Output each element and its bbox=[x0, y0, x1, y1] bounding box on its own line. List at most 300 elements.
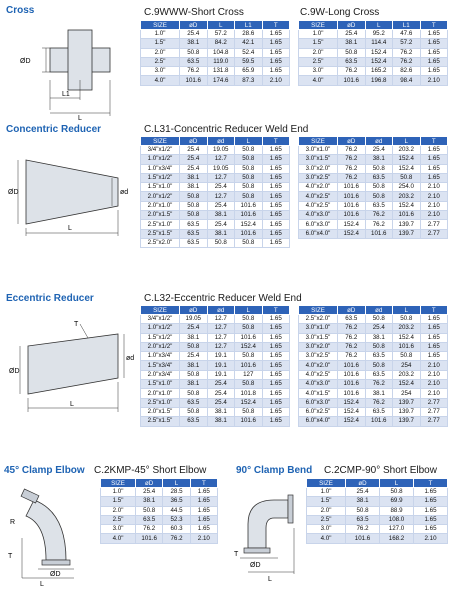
table-cell: 76.2 bbox=[338, 67, 366, 76]
table-cell: 36.5 bbox=[163, 497, 190, 506]
table-cell: 139.7 bbox=[393, 398, 421, 407]
table-cell: 2.0"x1/2" bbox=[141, 192, 180, 201]
table-cell: 76.2 bbox=[338, 164, 366, 173]
table-cell: 19.1 bbox=[207, 352, 235, 361]
table-row bbox=[299, 324, 448, 333]
table-cell: 152.4 bbox=[338, 398, 366, 407]
table-cell: 152.4 bbox=[393, 155, 421, 164]
table-row bbox=[141, 315, 290, 324]
table-cell: 101.8 bbox=[235, 389, 263, 398]
col-l: L bbox=[235, 306, 263, 315]
table-row bbox=[141, 389, 290, 398]
table-cell: 25.4 bbox=[180, 30, 208, 39]
table-cell: 127.0 bbox=[380, 525, 414, 534]
table-cell: 101.6 bbox=[393, 211, 421, 220]
table-cell: 1.65 bbox=[262, 211, 290, 220]
table-cell: 50.8 bbox=[235, 183, 263, 192]
table-cell: 76.2 bbox=[365, 380, 393, 389]
table-cell: 1.65 bbox=[262, 201, 290, 210]
table-cell: 19.1 bbox=[207, 370, 235, 379]
table-header-row bbox=[141, 21, 290, 30]
table-cell: 1.65 bbox=[190, 497, 217, 506]
table-row bbox=[141, 352, 290, 361]
table-cell: 1.0" bbox=[101, 488, 136, 497]
col-small-od: ød bbox=[365, 137, 393, 146]
table-cell: 19.05 bbox=[180, 315, 208, 324]
table-cell: 101.6 bbox=[338, 183, 366, 192]
table-cell: 1.65 bbox=[262, 352, 290, 361]
elbow90-table bbox=[306, 478, 448, 544]
table-row bbox=[141, 183, 290, 192]
col-l: L bbox=[393, 137, 421, 146]
table-row bbox=[307, 534, 448, 543]
table-cell: 2.0"x3/4" bbox=[141, 370, 180, 379]
table-cell: 139.7 bbox=[393, 407, 421, 416]
concentric-right-table bbox=[298, 136, 448, 239]
table-cell: 12.7 bbox=[207, 333, 235, 342]
table-row bbox=[141, 39, 290, 48]
table-cell: 50.8 bbox=[235, 146, 263, 155]
table-cell: 63.5 bbox=[338, 315, 366, 324]
long-cross-table bbox=[298, 20, 448, 86]
table-cell: 1.65 bbox=[420, 164, 448, 173]
table-row bbox=[299, 76, 448, 85]
table-cell: 50.8 bbox=[180, 192, 208, 201]
table-cell: 50.8 bbox=[365, 164, 393, 173]
table-cell: 38.1 bbox=[207, 211, 235, 220]
table-cell: 1.65 bbox=[420, 155, 448, 164]
table-row bbox=[299, 67, 448, 76]
cross-od-label: ØD bbox=[20, 58, 31, 65]
table-cell: 82.6 bbox=[393, 67, 421, 76]
short-cross-title: C.9WWW-Short Cross bbox=[144, 7, 244, 18]
table-cell: 1.65 bbox=[420, 39, 448, 48]
col-l1: L1 bbox=[235, 21, 263, 30]
col-od: øD bbox=[346, 479, 380, 488]
table-cell: 38.1 bbox=[207, 229, 235, 238]
table-cell: 152.4 bbox=[365, 57, 393, 66]
concentric-section-title: Concentric Reducer bbox=[6, 124, 102, 135]
table-cell: 59.5 bbox=[235, 57, 263, 66]
table-cell: 1.5"x1.0" bbox=[141, 380, 180, 389]
table-cell: 38.1 bbox=[365, 155, 393, 164]
table-cell: 69.9 bbox=[380, 497, 414, 506]
table-row bbox=[141, 370, 290, 379]
col-t: T bbox=[420, 21, 448, 30]
table-cell: 76.2 bbox=[338, 342, 366, 351]
table-cell: 76.2 bbox=[365, 220, 393, 229]
eccentric-section-title: Eccentric Reducer bbox=[6, 293, 94, 304]
table-row bbox=[101, 506, 218, 515]
table-cell: 1.65 bbox=[414, 488, 448, 497]
col-t: T bbox=[420, 306, 448, 315]
col-t: T bbox=[262, 306, 290, 315]
col-l: L bbox=[207, 21, 235, 30]
table-cell: 2.0"x1/2" bbox=[141, 342, 180, 351]
table-header-row bbox=[101, 479, 218, 488]
table-row bbox=[141, 192, 290, 201]
table-cell: 1.65 bbox=[414, 497, 448, 506]
table-row bbox=[307, 488, 448, 497]
table-cell: 1.65 bbox=[262, 398, 290, 407]
table-row bbox=[141, 407, 290, 416]
table-cell: 1.65 bbox=[262, 324, 290, 333]
table-cell: 1.0" bbox=[141, 30, 180, 39]
table-row bbox=[141, 324, 290, 333]
table-cell: 38.1 bbox=[180, 361, 208, 370]
table-cell: 60.3 bbox=[163, 525, 190, 534]
table-cell: 1.65 bbox=[262, 67, 290, 76]
table-row bbox=[141, 201, 290, 210]
table-cell: 1.65 bbox=[262, 361, 290, 370]
table-cell: 38.1 bbox=[365, 333, 393, 342]
elbow45-diagram bbox=[4, 478, 94, 588]
table-cell: 25.4 bbox=[180, 352, 208, 361]
table-cell: 1.0"x1/2" bbox=[141, 155, 180, 164]
table-cell: 63.5 bbox=[365, 201, 393, 210]
elbow90-t-label: T bbox=[234, 551, 239, 558]
concentric-small-od-label: ød bbox=[120, 189, 129, 196]
table-cell: 38.1 bbox=[180, 380, 208, 389]
table-cell: 174.6 bbox=[207, 76, 235, 85]
table-cell: 25.4 bbox=[207, 389, 235, 398]
table-cell: 152.4 bbox=[393, 164, 421, 173]
table-cell: 4.0"x1.5" bbox=[299, 389, 338, 398]
col-size: SIZE bbox=[141, 306, 180, 315]
table-cell: 25.4 bbox=[207, 183, 235, 192]
table-cell: 25.4 bbox=[338, 30, 366, 39]
table-cell: 101.6 bbox=[338, 211, 366, 220]
table-cell: 2.77 bbox=[420, 398, 448, 407]
table-cell: 101.6 bbox=[365, 229, 393, 238]
table-row bbox=[299, 417, 448, 426]
table-cell: 76.2 bbox=[346, 525, 380, 534]
table-cell: 76.2 bbox=[338, 155, 366, 164]
table-cell: 1.5"x1.0" bbox=[141, 183, 180, 192]
table-cell: 2.0" bbox=[307, 506, 346, 515]
elbow90-cat-title: C.2CMP-90° Short Elbow bbox=[324, 465, 437, 476]
table-row bbox=[299, 220, 448, 229]
table-cell: 1.65 bbox=[262, 407, 290, 416]
table-cell: 87.3 bbox=[235, 76, 263, 85]
elbow90-diagram bbox=[234, 478, 304, 588]
table-cell: 4.0"x2.0" bbox=[299, 183, 338, 192]
table-cell: 50.8 bbox=[235, 164, 263, 173]
table-row bbox=[141, 48, 290, 57]
table-cell: 25.4 bbox=[207, 398, 235, 407]
col-od: øD bbox=[136, 479, 163, 488]
col-size: SIZE bbox=[307, 479, 346, 488]
table-cell: 152.4 bbox=[338, 417, 366, 426]
table-row bbox=[299, 370, 448, 379]
table-cell: 1.65 bbox=[420, 342, 448, 351]
table-cell: 50.8 bbox=[235, 238, 263, 247]
table-cell: 63.5 bbox=[180, 398, 208, 407]
table-cell: 4.0"x2.5" bbox=[299, 201, 338, 210]
table-row bbox=[141, 220, 290, 229]
table-cell: 1.65 bbox=[190, 515, 217, 524]
table-cell: 2.5"x2.0" bbox=[299, 315, 338, 324]
table-cell: 1.65 bbox=[262, 238, 290, 247]
table-cell: 4.0" bbox=[101, 534, 136, 543]
table-cell: 4.0" bbox=[141, 76, 180, 85]
table-cell: 2.10 bbox=[420, 76, 448, 85]
table-cell: 76.2 bbox=[338, 333, 366, 342]
table-cell: 98.4 bbox=[393, 76, 421, 85]
table-cell: 3.0" bbox=[141, 67, 180, 76]
table-cell: 63.5 bbox=[180, 220, 208, 229]
table-cell: 25.4 bbox=[180, 324, 208, 333]
table-cell: 28.5 bbox=[163, 488, 190, 497]
elbow45-cat-title: C.2KMP-45° Short Elbow bbox=[94, 465, 207, 476]
table-cell: 152.4 bbox=[235, 342, 263, 351]
table-cell: 1.65 bbox=[262, 155, 290, 164]
table-cell: 76.2 bbox=[163, 534, 190, 543]
table-cell: 1.65 bbox=[420, 48, 448, 57]
table-cell: 3.0"x1.5" bbox=[299, 333, 338, 342]
table-cell: 1.65 bbox=[420, 352, 448, 361]
table-cell: 101.6 bbox=[338, 201, 366, 210]
table-cell: 254 bbox=[393, 389, 421, 398]
table-cell: 38.1 bbox=[136, 497, 163, 506]
table-cell: 63.5 bbox=[180, 229, 208, 238]
table-cell: 152.4 bbox=[338, 220, 366, 229]
table-cell: 3/4"x1/2" bbox=[141, 315, 180, 324]
table-cell: 12.7 bbox=[207, 342, 235, 351]
table-cell: 38.1 bbox=[180, 39, 208, 48]
cross-section-title: Cross bbox=[6, 5, 35, 16]
table-cell: 104.8 bbox=[207, 48, 235, 57]
table-cell: 152.4 bbox=[338, 407, 366, 416]
table-cell: 1.65 bbox=[262, 192, 290, 201]
table-cell: 88.9 bbox=[380, 506, 414, 515]
table-cell: 50.8 bbox=[235, 173, 263, 182]
table-cell: 101.6 bbox=[180, 76, 208, 85]
table-row bbox=[141, 155, 290, 164]
table-cell: 50.8 bbox=[365, 183, 393, 192]
table-row bbox=[299, 201, 448, 210]
table-cell: 139.7 bbox=[393, 220, 421, 229]
table-row bbox=[299, 48, 448, 57]
table-cell: 2.0" bbox=[299, 48, 338, 57]
long-cross-title: C.9W-Long Cross bbox=[300, 7, 380, 18]
table-cell: 1.65 bbox=[414, 506, 448, 515]
table-row bbox=[299, 352, 448, 361]
table-cell: 1.65 bbox=[420, 30, 448, 39]
table-cell: 168.2 bbox=[380, 534, 414, 543]
table-cell: 254 bbox=[393, 361, 421, 370]
table-header-row bbox=[299, 21, 448, 30]
table-cell: 50.8 bbox=[235, 407, 263, 416]
table-cell: 50.8 bbox=[180, 48, 208, 57]
table-cell: 152.4 bbox=[393, 201, 421, 210]
table-cell: 38.1 bbox=[180, 173, 208, 182]
table-cell: 2.10 bbox=[420, 361, 448, 370]
table-cell: 127 bbox=[235, 370, 263, 379]
table-cell: 84.2 bbox=[207, 39, 235, 48]
table-cell: 3.0" bbox=[307, 525, 346, 534]
table-cell: 63.5 bbox=[365, 407, 393, 416]
table-cell: 2.0" bbox=[141, 48, 180, 57]
table-cell: 4.0"x2.5" bbox=[299, 370, 338, 379]
table-cell: 50.8 bbox=[365, 361, 393, 370]
table-row bbox=[141, 30, 290, 39]
table-cell: 1.65 bbox=[262, 57, 290, 66]
table-cell: 101.6 bbox=[235, 201, 263, 210]
table-cell: 12.7 bbox=[207, 192, 235, 201]
table-cell: 139.7 bbox=[393, 229, 421, 238]
col-l: L bbox=[163, 479, 190, 488]
table-cell: 2.10 bbox=[420, 380, 448, 389]
table-row bbox=[101, 497, 218, 506]
table-cell: 131.8 bbox=[207, 67, 235, 76]
table-cell: 2.10 bbox=[420, 192, 448, 201]
table-row bbox=[299, 155, 448, 164]
table-cell: 2.77 bbox=[420, 220, 448, 229]
table-row bbox=[299, 39, 448, 48]
table-cell: 38.1 bbox=[207, 407, 235, 416]
table-cell: 1.65 bbox=[420, 324, 448, 333]
col-t: T bbox=[262, 21, 290, 30]
table-cell: 101.6 bbox=[365, 417, 393, 426]
table-cell: 25.4 bbox=[180, 146, 208, 155]
table-row bbox=[299, 398, 448, 407]
concentric-l-label: L bbox=[68, 225, 72, 232]
table-cell: 1.65 bbox=[420, 146, 448, 155]
table-cell: 1.65 bbox=[262, 229, 290, 238]
table-cell: 47.6 bbox=[393, 30, 421, 39]
table-row bbox=[141, 173, 290, 182]
table-cell: 63.5 bbox=[180, 238, 208, 247]
table-cell: 25.4 bbox=[207, 380, 235, 389]
table-row bbox=[141, 67, 290, 76]
table-cell: 50.8 bbox=[180, 342, 208, 351]
table-cell: 1.0"x3/4" bbox=[141, 352, 180, 361]
table-cell: 3.0"x1.5" bbox=[299, 155, 338, 164]
table-cell: 38.1 bbox=[338, 39, 366, 48]
table-cell: 2.77 bbox=[420, 407, 448, 416]
table-cell: 19.05 bbox=[207, 146, 235, 155]
table-cell: 1.65 bbox=[262, 220, 290, 229]
table-cell: 101.6 bbox=[338, 361, 366, 370]
table-row bbox=[141, 57, 290, 66]
table-header-row bbox=[141, 306, 290, 315]
table-cell: 1.65 bbox=[420, 67, 448, 76]
table-cell: 50.8 bbox=[346, 506, 380, 515]
elbow45-section-title: 45° Clamp Elbow bbox=[4, 465, 85, 476]
table-cell: 2.10 bbox=[420, 201, 448, 210]
table-cell: 101.6 bbox=[338, 389, 366, 398]
table-cell: 63.5 bbox=[180, 417, 208, 426]
table-cell: 4.0"x3.0" bbox=[299, 211, 338, 220]
table-cell: 25.4 bbox=[346, 488, 380, 497]
table-cell: 101.6 bbox=[338, 192, 366, 201]
table-cell: 12.7 bbox=[207, 324, 235, 333]
table-cell: 50.8 bbox=[393, 315, 421, 324]
table-cell: 25.4 bbox=[180, 164, 208, 173]
table-cell: 3.0" bbox=[101, 525, 136, 534]
eccentric-od-label: ØD bbox=[9, 368, 20, 375]
table-cell: 101.6 bbox=[136, 534, 163, 543]
table-cell: 1.65 bbox=[262, 39, 290, 48]
concentric-diagram bbox=[6, 148, 136, 238]
table-row bbox=[101, 515, 218, 524]
table-cell: 50.8 bbox=[180, 370, 208, 379]
table-cell: 50.8 bbox=[235, 155, 263, 164]
table-cell: 1.5" bbox=[101, 497, 136, 506]
table-cell: 50.8 bbox=[207, 238, 235, 247]
table-row bbox=[141, 229, 290, 238]
col-size: SIZE bbox=[141, 137, 180, 146]
table-cell: 38.1 bbox=[180, 183, 208, 192]
table-cell: 12.7 bbox=[207, 315, 235, 324]
cross-l1-label: L1 bbox=[62, 91, 70, 98]
table-cell: 203.2 bbox=[393, 324, 421, 333]
table-cell: 4.0" bbox=[299, 76, 338, 85]
table-cell: 2.5" bbox=[299, 57, 338, 66]
table-cell: 19.1 bbox=[207, 361, 235, 370]
table-row bbox=[299, 183, 448, 192]
elbow45-t-label: T bbox=[8, 553, 13, 560]
table-cell: 44.5 bbox=[163, 506, 190, 515]
table-cell: 50.8 bbox=[338, 48, 366, 57]
table-cell: 76.2 bbox=[365, 398, 393, 407]
table-row bbox=[141, 146, 290, 155]
col-small-od: ød bbox=[207, 137, 235, 146]
concentric-od-label: ØD bbox=[8, 189, 19, 196]
short-cross-table bbox=[140, 20, 290, 86]
table-row bbox=[299, 30, 448, 39]
table-cell: 1.65 bbox=[262, 389, 290, 398]
table-cell: 3.0"x2.0" bbox=[299, 342, 338, 351]
table-cell: 1.65 bbox=[190, 488, 217, 497]
table-cell: 1.5"x3/4" bbox=[141, 361, 180, 370]
table-cell: 2.5"x1.0" bbox=[141, 220, 180, 229]
eccentric-t-label: T bbox=[74, 321, 79, 328]
col-t: T bbox=[190, 479, 217, 488]
table-cell: 101.6 bbox=[235, 211, 263, 220]
table-cell: 101.6 bbox=[393, 342, 421, 351]
table-row bbox=[299, 361, 448, 370]
table-cell: 1.65 bbox=[420, 315, 448, 324]
eccentric-left-table bbox=[140, 305, 290, 427]
table-cell: 203.2 bbox=[393, 146, 421, 155]
table-cell: 1.65 bbox=[414, 525, 448, 534]
table-cell: 101.6 bbox=[338, 370, 366, 379]
table-cell: 1.65 bbox=[262, 164, 290, 173]
table-cell: 3.0"x2.0" bbox=[299, 164, 338, 173]
table-cell: 2.10 bbox=[414, 534, 448, 543]
table-cell: 1.5" bbox=[141, 39, 180, 48]
table-row bbox=[299, 229, 448, 238]
eccentric-right-table bbox=[298, 305, 448, 427]
table-row bbox=[299, 315, 448, 324]
table-row bbox=[141, 333, 290, 342]
table-cell: 25.4 bbox=[180, 155, 208, 164]
table-cell: 12.7 bbox=[207, 155, 235, 164]
eccentric-l-label: L bbox=[70, 401, 74, 408]
table-cell: 1.65 bbox=[262, 370, 290, 379]
table-cell: 1.5" bbox=[307, 497, 346, 506]
table-cell: 108.0 bbox=[380, 515, 414, 524]
table-cell: 28.6 bbox=[235, 30, 263, 39]
table-cell: 1.5"x1/2" bbox=[141, 173, 180, 182]
col-size: SIZE bbox=[299, 306, 338, 315]
table-cell: 1.65 bbox=[420, 173, 448, 182]
table-cell: 95.2 bbox=[365, 30, 393, 39]
table-cell: 3.0"x1.0" bbox=[299, 146, 338, 155]
table-cell: 63.5 bbox=[365, 370, 393, 379]
